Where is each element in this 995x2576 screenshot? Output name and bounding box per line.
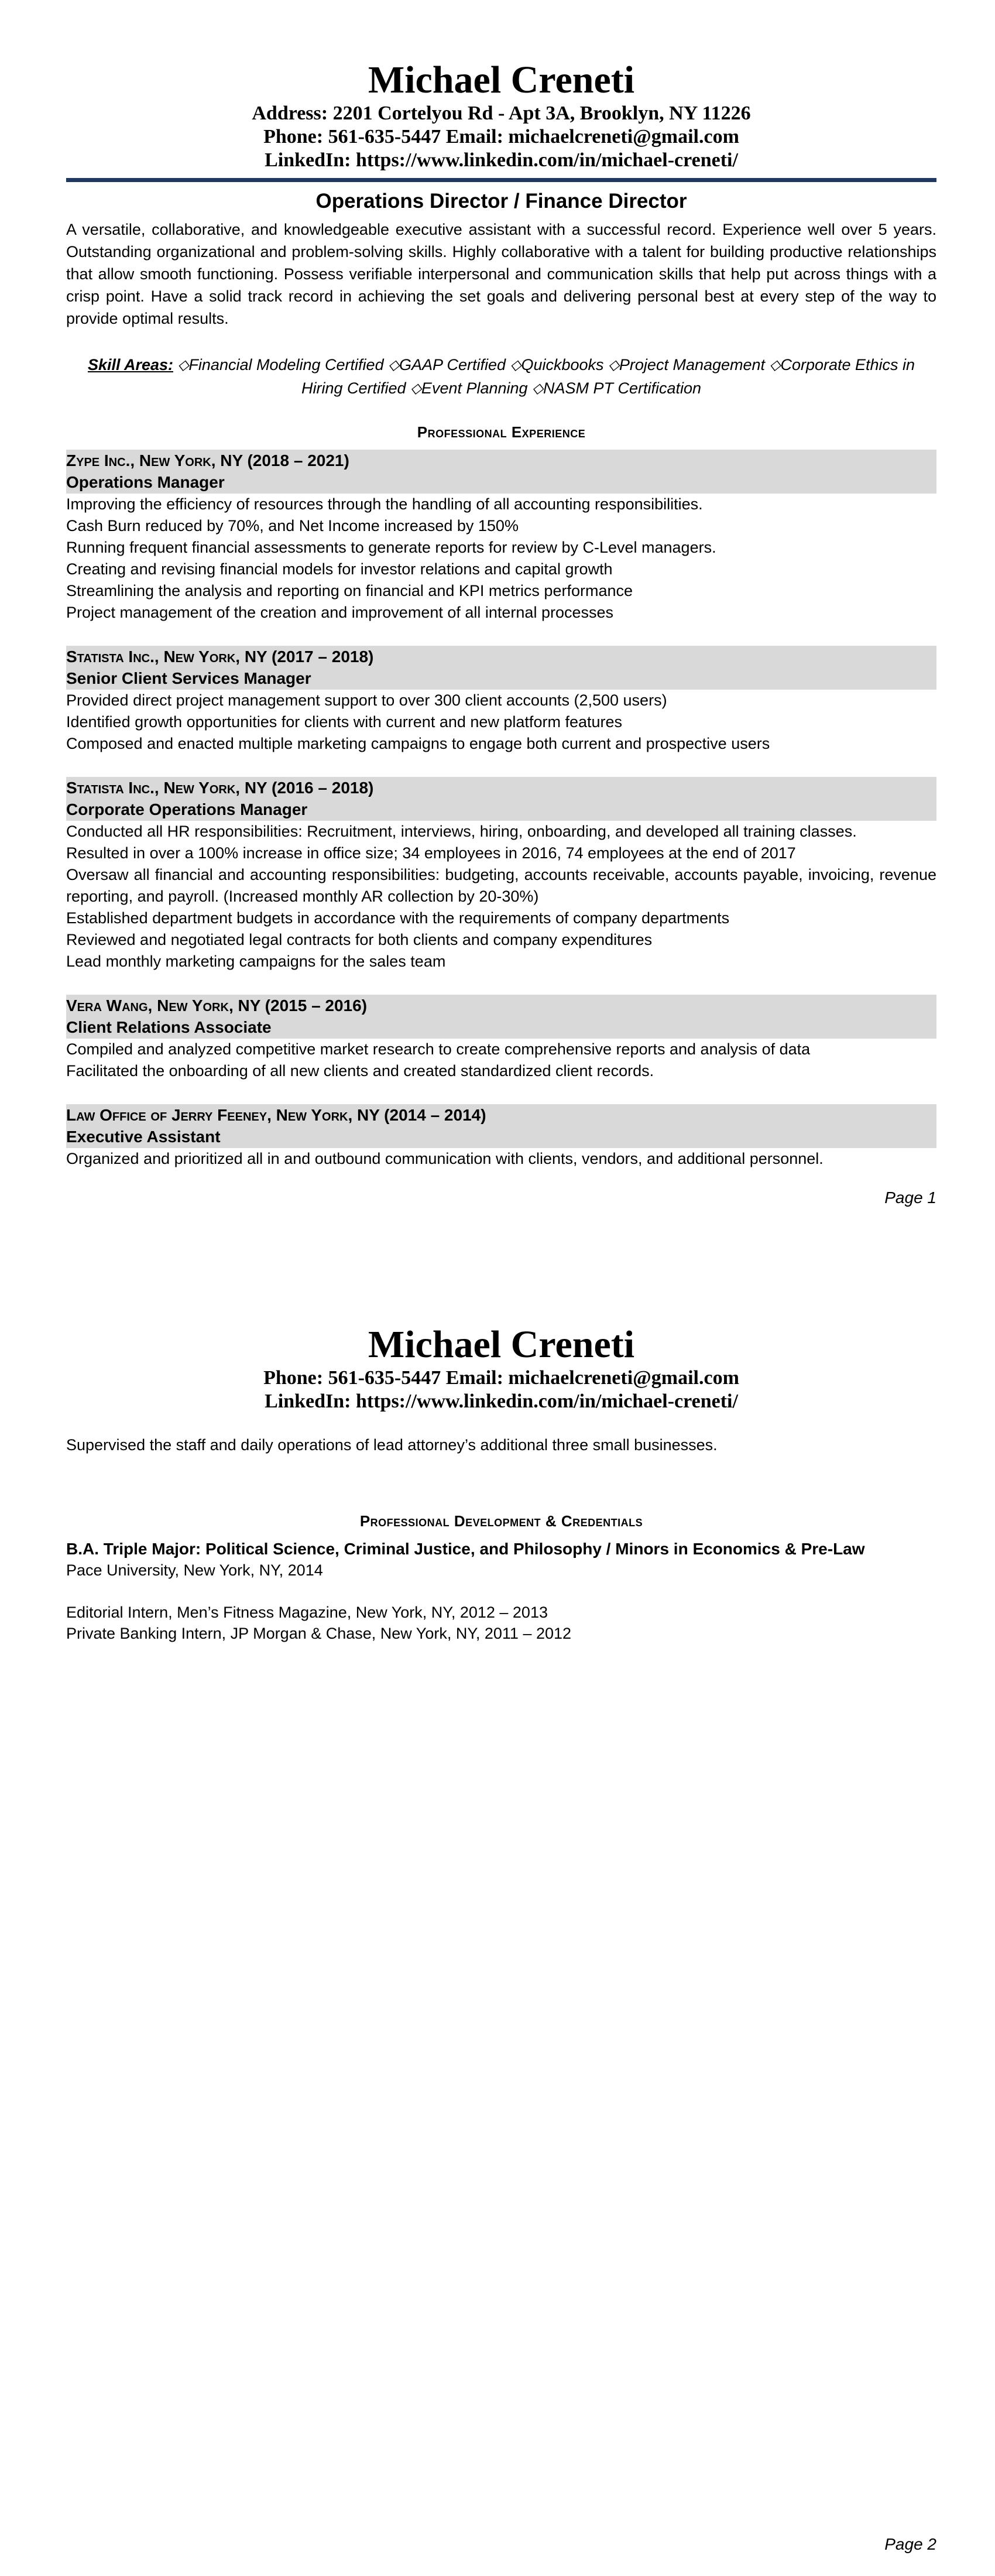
job-item: Conducted all HR responsibilities: Recruitment, interviews, hiring, onboarding, and developed all training classes. [66,823,857,840]
page-2-content [66,1323,936,1644]
job-entry [66,646,936,755]
job-role: Senior Client Services Manager [66,669,311,687]
professional-summary: A versatile, collaborative, and knowledgeable executive assistant with a successful record. Experience well over 5 years. Outstanding organizational and problem-solving skills. Highly collaborative with a talent for building productive relationships that allow smooth functioning. Possess verifiable interpersonal and communication skills that help put across things with a crisp point. Have a solid track record in achieving the set goals and delivering personal best at every step of the way to provide optimal results. [66,221,936,327]
job-company: Zype Inc., New York, NY (2018 – 2021) [66,451,349,470]
job-title: Operations Director / Finance Director [315,190,687,213]
address-line: Address: 2201 Cortelyou Rd - Apt 3A, Brooklyn, NY 11226 [252,102,751,124]
continued-job-item: Supervised the staff and daily operations of lead attorney’s additional three small businesses. [66,1436,718,1454]
job-item: Reviewed and negotiated legal contracts for both clients and company expenditures [66,931,653,948]
job-role: Operations Manager [66,473,225,491]
phone-email-line: Phone: 561-635-5447 Email: michaelcreneti@gmail.com [263,1367,739,1389]
spacer [66,1581,936,1602]
job-item: Identified growth opportunities for clients with current and new platform features [66,713,622,731]
internship: Private Banking Intern, JP Morgan & Chase, New York, NY, 2011 – 2012 [66,1625,572,1642]
job-company: Statista Inc., New York, NY (2016 – 2018) [66,779,374,797]
degree: B.A. Triple Major: Political Science, Criminal Justice, and Philosophy / Minors in Economics & Pre-Law [66,1540,865,1558]
job-item: Composed and enacted multiple marketing campaigns to engage both current and prospective users [66,735,770,752]
job-item: Lead monthly marketing campaigns for the sales team [66,953,446,970]
job-item: Cash Burn reduced by 70%, and Net Income increased by 150% [66,517,519,535]
page-number: Page 1 [884,1188,936,1207]
job-header [66,995,936,1039]
job-item: Compiled and analyzed competitive market research to create comprehensive reports and analysis of data [66,1040,811,1058]
page-1-content [66,59,936,1170]
job-item: Improving the efficiency of resources through the handling of all accounting responsibilities. [66,495,703,513]
experience-list [66,450,936,1170]
education-heading: Professional Development & Credentials [359,1512,643,1530]
candidate-name: Michael Creneti [368,1323,635,1366]
skill-areas [66,353,936,400]
job-item: Oversaw all financial and accounting responsibilities: budgeting, accounts receivable, accounts payable, invoicing, revenue reporting, and payroll. (Increased monthly AR collection by 20-30%) [66,866,936,905]
header-divider [66,178,936,182]
linkedin-line: LinkedIn: https://www.linkedin.com/in/michael-creneti/ [265,149,738,171]
job-item: Organized and prioritized all in and outbound communication with clients, vendors, and additional personnel. [66,1150,824,1167]
job-company: Law Office of Jerry Feeney, New York, NY (2014 – 2014) [66,1106,486,1124]
skill-areas-label: Skill Areas: [87,356,174,374]
job-header [66,777,936,821]
job-entry [66,995,936,1082]
job-header [66,450,936,494]
job-item: Project management of the creation and improvement of all internal processes [66,604,613,621]
job-header [66,646,936,690]
job-company: Vera Wang, New York, NY (2015 – 2016) [66,996,368,1015]
candidate-name: Michael Creneti [368,59,635,101]
job-entry [66,1104,936,1170]
skill-areas-list: ⬦Financial Modeling Certified ⬦GAAP Certified ⬦Quickbooks ⬦Project Management ⬦Corporate Ethics in Hiring Certified ⬦Event Planning ⬦NASM PT Certification [173,356,915,397]
job-entry [66,450,936,624]
job-role: Corporate Operations Manager [66,800,308,818]
job-entry [66,777,936,972]
resume-page-2 [0,1288,995,2576]
job-item: Resulted in over a 100% increase in office size; 34 employees in 2016, 74 employees at the end of 2017 [66,844,796,862]
job-role: Executive Assistant [66,1128,221,1146]
experience-heading: Professional Experience [417,423,586,441]
job-item: Running frequent financial assessments to generate reports for review by C-Level managers. [66,539,716,556]
job-role: Client Relations Associate [66,1018,272,1036]
job-company: Statista Inc., New York, NY (2017 – 2018) [66,648,374,666]
job-item: Facilitated the onboarding of all new clients and created standardized client records. [66,1062,654,1080]
job-item: Established department budgets in accordance with the requirements of company departments [66,909,730,927]
job-item: Streamlining the analysis and reporting on financial and KPI metrics performance [66,582,633,600]
job-header [66,1104,936,1148]
phone-email-line: Phone: 561-635-5447 Email: michaelcreneti@gmail.com [263,126,739,148]
job-item: Creating and revising financial models for investor relations and capital growth [66,560,613,578]
page-number: Page 2 [884,2535,936,2553]
linkedin-line: LinkedIn: https://www.linkedin.com/in/michael-creneti/ [265,1390,738,1412]
job-item: Provided direct project management support to over 300 client accounts (2,500 users) [66,691,667,709]
internship: Editorial Intern, Men’s Fitness Magazine, New York, NY, 2012 – 2013 [66,1604,548,1621]
school: Pace University, New York, NY, 2014 [66,1561,323,1579]
